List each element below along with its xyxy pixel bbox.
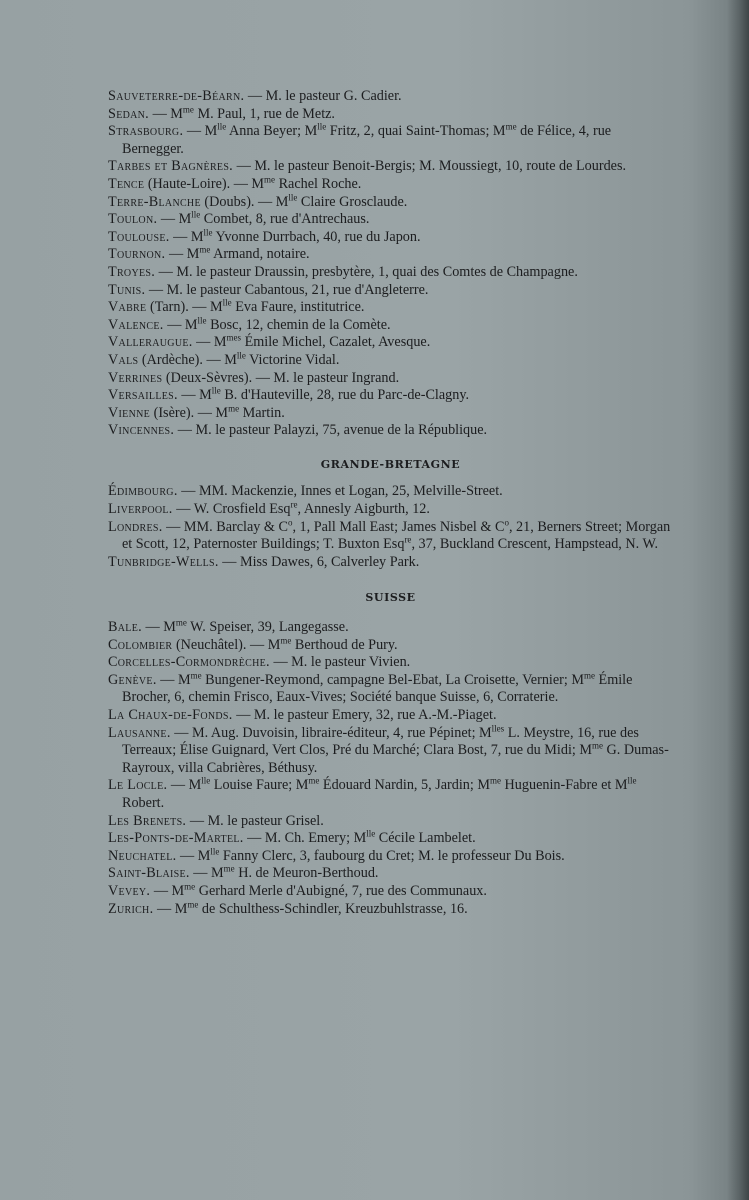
entry-details: — M. Aug. Duvoisin, libraire-éditeur, 4, rue Pépinet; $M^{lles}$ L. Meystre, 16, rue des Terreaux; Élise Guignard, Vert Clos, Pré du Marché; Clara Bost, 7, rue du Midi; $M^{me}$ G. Dumas-Rayroux, villa Cabrières, Béthusy.	[122, 722, 669, 776]
entry-city: Lausanne.	[108, 724, 171, 741]
entry-city: Terre-Blanche	[108, 193, 201, 210]
directory-entry	[108, 282, 673, 300]
directory-entry	[108, 211, 673, 229]
section-grande-bretagne	[108, 483, 673, 571]
entry-details: — $M^{lle}$ Louise Faure; $M^{me}$ Édouard Nardin, 5, Jardin; $M^{me}$ Huguenin-Fabre et $M^{lle}$ Robert.	[122, 775, 637, 811]
entry-city: Bale.	[108, 619, 142, 636]
entry-details: — M. le pasteur G. Cadier.	[244, 88, 402, 104]
directory-entry	[108, 229, 673, 247]
entry-city: Tunbridge-Wells.	[108, 553, 219, 570]
directory-entry	[108, 501, 673, 519]
directory-entry	[108, 422, 673, 440]
directory-entry	[108, 123, 673, 158]
directory-entry	[108, 246, 673, 264]
entry-details: (Neuchâtel). — $M^{me}$ Berthoud de Pury.	[172, 634, 398, 653]
entry-details: — W. Crosfield Esq$^{re}$, Annesly Aigburth, 12.	[172, 499, 430, 518]
entry-details: (Deux-Sèvres). — M. le pasteur Ingrand.	[162, 369, 400, 386]
entry-details: — M. le pasteur Draussin, presbytère, 1, quai des Comtes de Champagne.	[155, 263, 578, 280]
directory-entry	[108, 634, 673, 655]
section-title-suisse: SUISSE	[365, 591, 416, 605]
entry-details: — $M^{lle}$ B. d'Hauteville, 28, rue du Parc-de-Clagny.	[177, 385, 470, 404]
entry-city: Zurich.	[108, 900, 154, 917]
entry-details: — $M^{mes}$ Émile Michel, Cazalet, Avesque.	[192, 332, 431, 351]
entry-city: Vals	[108, 351, 139, 368]
entry-city: Toulouse.	[108, 228, 170, 245]
entry-details: — M. le pasteur Palayzi, 75, avenue de la République.	[174, 422, 488, 439]
directory-entry	[108, 707, 673, 725]
entry-city: Vienne	[108, 404, 151, 421]
page-edge-shadow	[727, 0, 749, 1200]
entry-city: Verrines	[108, 369, 163, 386]
entry-details: — $M^{me}$ Bungener-Reymond, campagne Bel-Ebat, La Croisette, Vernier; $M^{me}$ Émile Brocher, 6, chemin Frisco, Eaux-Vives; Société banque Suisse, 6, Corraterie.	[122, 670, 633, 706]
directory-entry	[108, 898, 673, 919]
directory-content	[108, 88, 673, 918]
entry-city: Les Brenets.	[108, 812, 187, 829]
entry-city: Saint-Blaise.	[108, 865, 190, 882]
entry-details: — M. le pasteur Cabantous, 21, rue d'Angleterre.	[145, 281, 429, 298]
section-suisse	[108, 619, 673, 918]
directory-entry	[108, 813, 673, 831]
directory-entry	[108, 370, 673, 388]
entry-details: — $M^{me}$ Gerhard Merle d'Aubigné, 7, rue des Communaux.	[150, 881, 487, 899]
entry-city: Vincennes.	[108, 422, 175, 439]
entry-city: Neuchatel.	[108, 847, 177, 864]
directory-entry	[108, 402, 673, 423]
directory-entry	[108, 314, 673, 335]
entry-city: Vabre	[108, 299, 147, 316]
entry-details: (Doubs). — $M^{lle}$ Claire Grosclaude.	[200, 191, 408, 210]
directory-entry	[108, 516, 673, 554]
directory-entry	[108, 103, 673, 124]
entry-city: Valleraugue.	[108, 334, 193, 351]
entry-city: Liverpool.	[108, 501, 173, 518]
entry-details: — M. le pasteur Grisel.	[186, 812, 324, 829]
entry-details: — $M^{me}$ de Schulthess-Schindler, Kreuzbuhlstrasse, 16.	[153, 898, 468, 917]
entry-city: Strasbourg.	[108, 123, 184, 140]
entry-details: — M. Ch. Emery; $M^{lle}$ Cécile Lambelet.	[243, 828, 476, 847]
entry-details: — $M^{me}$ Armand, notaire.	[165, 244, 310, 263]
entry-details: — MM. Barclay & $C^o$, 1, Pall Mall East; James Nisbel & $C^o$, 21, Berners Street; Morgan et Scott, 12, Paternoster Buildings; T. Buxton Esq$^{re}$, 37, Buckland Crescent, Hampstead, N. W.	[122, 516, 671, 553]
entry-city: Colombier	[108, 636, 173, 653]
entry-details: — $M^{lle}$ Fanny Clerc, 3, faubourg du Cret; M. le professeur Du Bois.	[176, 846, 565, 864]
entry-details: — M. le pasteur Vivien.	[269, 654, 411, 671]
entry-city: Valence.	[108, 316, 164, 333]
entry-details: — $M^{me}$ H. de Meuron-Berthoud.	[189, 863, 379, 882]
entry-details: (Haute-Loire). — $M^{me}$ Rachel Roche.	[144, 174, 362, 192]
entry-city: Édimbourg.	[108, 483, 178, 500]
directory-entry	[108, 176, 673, 194]
entry-city: Corcelles-Cormondrèche.	[108, 654, 270, 671]
entry-city: Les-Ponts-de-Martel.	[108, 830, 244, 847]
entry-details: (Ardèche). — $M^{lle}$ Victorine Vidal.	[138, 350, 340, 368]
entry-details: — $M^{lle}$ Yvonne Durrbach, 40, rue du Japon.	[169, 227, 421, 245]
directory-entry	[108, 672, 673, 707]
entry-details: (Tarn). — $M^{lle}$ Eva Faure, institutrice.	[146, 297, 365, 316]
directory-entry	[108, 264, 673, 282]
entry-details: — Miss Dawes, 6, Calverley Park.	[218, 553, 420, 570]
directory-entry	[108, 830, 673, 848]
entry-city: Sedan.	[108, 105, 150, 122]
directory-entry	[108, 777, 673, 812]
entry-city: Londres.	[108, 518, 163, 535]
section-france	[108, 88, 673, 440]
entry-city: Le Locle.	[108, 777, 168, 794]
directory-entry	[108, 554, 673, 572]
entry-city: Vevey.	[108, 882, 151, 899]
section-title-grande-bretagne: GRANDE-BRETAGNE	[320, 457, 461, 471]
entry-city: Tence	[108, 175, 145, 192]
entry-details: — $M^{lle}$ Combet, 8, rue d'Antrechaus.	[157, 209, 370, 228]
entry-details: — $M^{me}$ M. Paul, 1, rue de Metz.	[149, 103, 335, 122]
directory-entry	[108, 299, 673, 317]
directory-entry	[108, 619, 673, 637]
entry-city: Toulon.	[108, 211, 158, 228]
entry-details: — M. le pasteur Benoit-Bergis; M. Moussiegt, 10, route de Lourdes.	[233, 158, 627, 175]
entry-details: — M. le pasteur Emery, 32, rue A.-M.-Piaget.	[232, 707, 497, 723]
directory-entry	[108, 158, 673, 176]
directory-entry	[108, 334, 673, 352]
entry-city: La Chaux-de-Fonds.	[108, 707, 233, 723]
directory-entry	[108, 387, 673, 405]
directory-entry	[108, 483, 673, 501]
entry-city: Versailles.	[108, 387, 178, 404]
entry-city: Troyes.	[108, 263, 156, 280]
directory-entry	[108, 352, 673, 370]
entry-city: Genève.	[108, 671, 157, 688]
directory-entry	[108, 722, 673, 778]
entry-city: Tarbes et Bagnères.	[108, 158, 234, 175]
entry-city: Tournon.	[108, 246, 166, 263]
directory-entry	[108, 848, 673, 866]
entry-details: — $M^{lle}$ Anna Beyer; $M^{lle}$ Fritz, 2, quai Saint-Thomas; $M^{me}$ de Félice, 4, rue Bernegger.	[122, 121, 612, 157]
entry-city: Tunis.	[108, 281, 146, 298]
entry-details: — MM. Mackenzie, Innes et Logan, 25, Melville-Street.	[177, 483, 503, 500]
entry-details: (Isère). — $M^{me}$ Martin.	[150, 402, 285, 421]
entry-details: — $M^{me}$ W. Speiser, 39, Langegasse.	[141, 617, 349, 636]
entry-city: Sauveterre-de-Béarn.	[108, 88, 245, 104]
entry-details: — $M^{lle}$ Bosc, 12, chemin de la Comète.	[163, 314, 391, 333]
